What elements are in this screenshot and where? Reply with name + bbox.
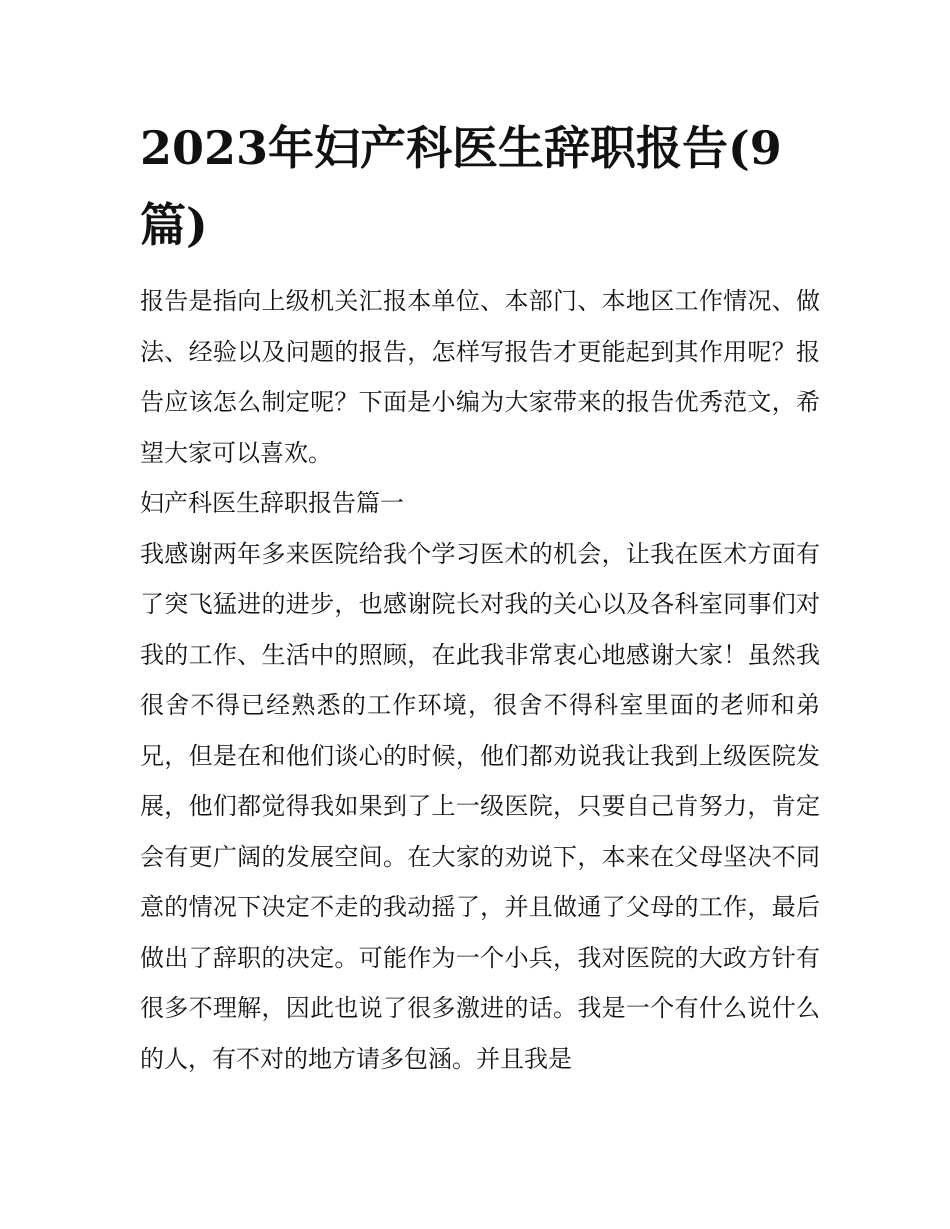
section-heading: 妇产科医生辞职报告篇一	[140, 489, 404, 517]
document-title: 2023年妇产科医生辞职报告(9篇)	[140, 121, 782, 252]
document-body	[140, 276, 820, 1084]
intro-paragraph: 报告是指向上级机关汇报本单位、本部门、本地区工作情况、做法、经验以及问题的报告，怎样写报告才更能起到其作用呢？报告应该怎么制定呢？下面是小编为大家带来的报告优秀范文，希望大家可以喜欢。	[140, 287, 820, 467]
body-paragraph: 我感谢两年多来医院给我个学习医术的机会，让我在医术方面有了突飞猛进的进步，也感谢院长对我的关心以及各科室同事们对我的工作、生活中的照顾，在此我非常衷心地感谢大家！虽然我很舍不得已经熟悉的工作环境，很舍不得科室里面的老师和弟兄，但是在和他们谈心的时候，他们都劝说我让我到上级医院发展，他们都觉得我如果到了上一级医院，只要自己肯努力，肯定会有更广阔的发展空间。在大家的劝说下，本来在父母坚决不同意的情况下决定不走的我动摇了，并且做通了父母的工作，最后做出了辞职的决定。可能作为一个小兵，我对医院的大政方针有很多不理解，因此也说了很多激进的话。我是一个有什么说什么的人，有不对的地方请多包涵。并且我是	[140, 539, 820, 1073]
